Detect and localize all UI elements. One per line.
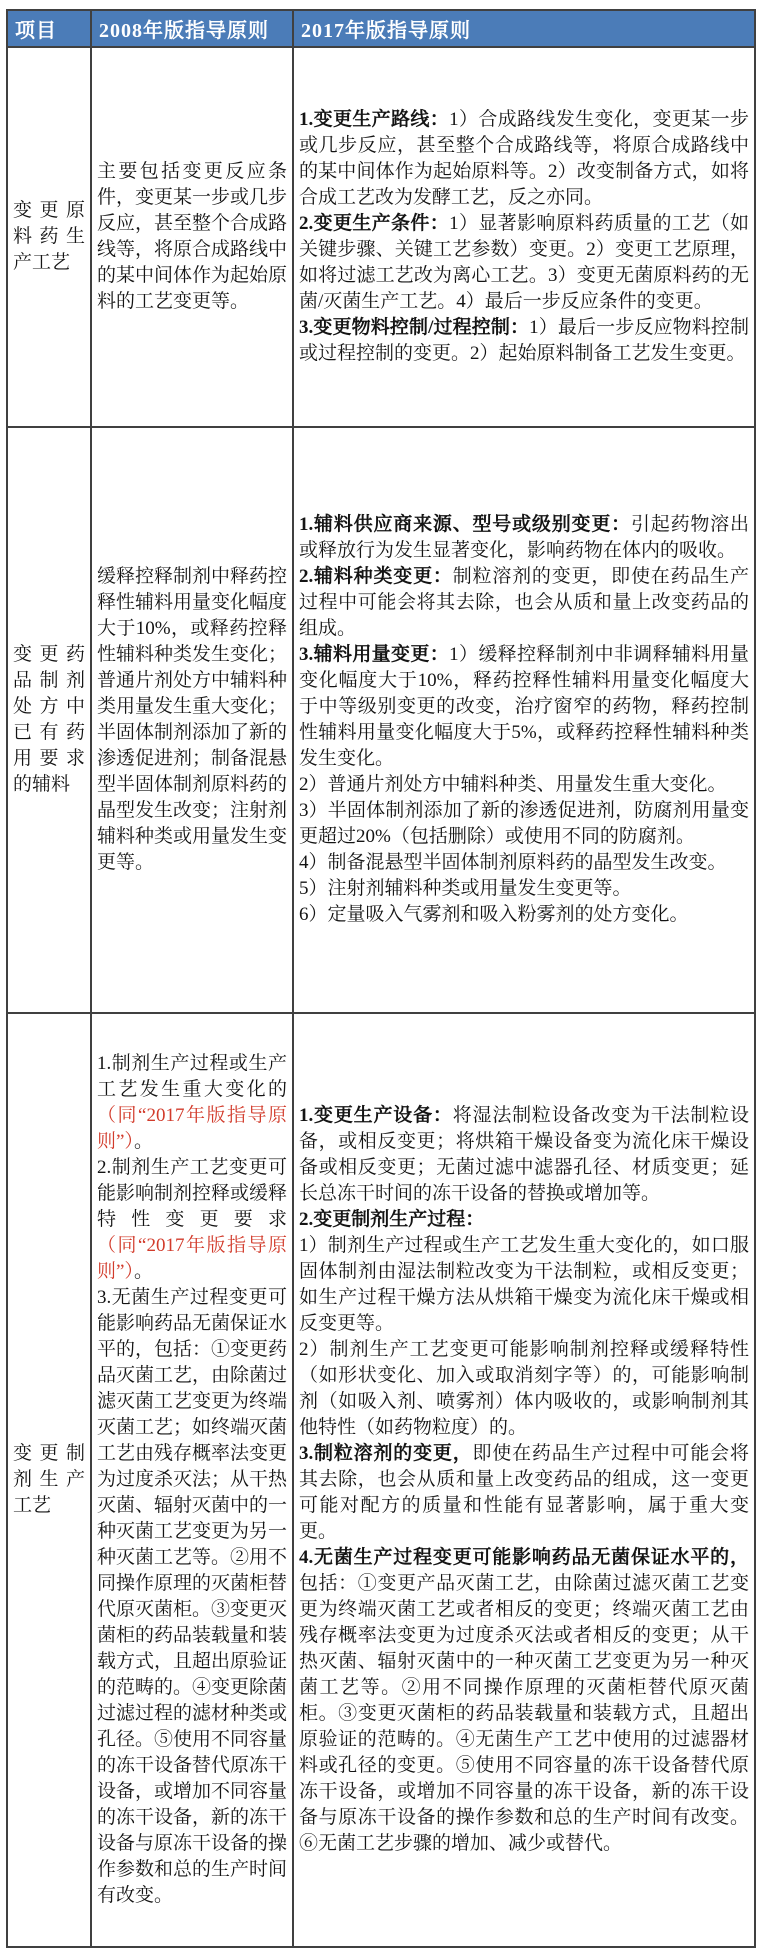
header-item: 项目 <box>7 10 91 47</box>
guideline-2008-cell <box>91 47 293 427</box>
paragraph: 2）制剂生产工艺变更可能影响制剂控释或缓释特性（如形状变化、加入或取消刻字等）的，可能影响制剂（如吸入剂、喷雾剂）体内吸收的，或影响制剂其他特性（如药物粒度）的。 <box>299 1339 749 1438</box>
guideline-2017-cell <box>293 427 755 1013</box>
paragraph: 2.变更制剂生产过程： <box>299 1209 485 1230</box>
paragraph: 3.制粒溶剂的变更，即使在药品生产过程中可能会将其去除，也会从质和量上改变药品的组成，这一变更可能对配方的质量和性能有显著影响，属于重大变更。 <box>299 1443 749 1542</box>
table-row <box>7 1013 755 1947</box>
guideline-2008-cell <box>91 427 293 1013</box>
guideline-2008-cell <box>91 1013 293 1947</box>
comparison-table <box>6 9 756 1948</box>
table-body <box>7 47 755 1947</box>
header-2008: 2008年版指导原则 <box>91 10 293 47</box>
item-label: 变更原料药生产工艺 <box>13 200 85 273</box>
paragraph: 5）注射剂辅料种类或用量发生变更等。 <box>299 878 632 899</box>
paragraph: 1）制剂生产过程或生产工艺发生重大变化的，如口服固体制剂由湿法制粒改变为干法制粒，或相反变更；如生产过程干燥方法从烘箱干燥变为流化床干燥或相反变更等。 <box>299 1235 749 1334</box>
table-row <box>7 47 755 427</box>
paragraph: 6）定量吸入气雾剂和吸入粉雾剂的处方变化。 <box>299 904 689 925</box>
paragraph: 2.辅料种类变更：制粒溶剂的变更，即使在药品生产过程中可能会将其去除，也会从质和量上改变药品的组成。 <box>299 566 749 639</box>
item-cell <box>7 1013 91 1947</box>
paragraph: 3.辅料用量变更：1）缓释控释制剂中非调释辅料用量变化幅度大于10%，释药控释性辅料用量变化幅度大于中等级别变更的改变，治疗窗窄的药物，释药控制性辅料用量变化幅度大于5%，或释药控释性辅料种类发生变化。 <box>299 644 749 769</box>
header-row <box>7 10 755 47</box>
paragraph: 缓释控释制剂中释药控释性辅料用量变化幅度大于10%，或释药控释性辅料种类发生变化；普通片剂处方中辅料种类用量发生重大变化；半固体制剂添加了新的渗透促进剂；制备混悬型半固体制剂原料药的晶型发生改变；注射剂辅料种类或用量发生变更等。 <box>97 566 288 873</box>
item-cell <box>7 47 91 427</box>
guideline-2017-cell <box>293 1013 755 1947</box>
paragraph: 3）半固体制剂添加了新的渗透促进剂，防腐剂用量变更超过20%（包括删除）或使用不同的防腐剂。 <box>299 800 749 847</box>
guideline-2017-cell <box>293 47 755 427</box>
paragraph: 1.辅料供应商来源、型号或级别变更：引起药物溶出或释放行为发生显著变化，影响药物在体内的吸收。 <box>299 514 749 561</box>
header-2017: 2017年版指导原则 <box>293 10 755 47</box>
paragraph: 4.无菌生产过程变更可能影响药品无菌保证水平的，包括：①变更产品灭菌工艺，由除菌过滤灭菌工艺变更为终端灭菌工艺或者相反的变更；终端灭菌工艺由残存概率法变更为过度杀灭法或者相反的变更；从干热灭菌、辐射灭菌中的一种灭菌工艺变更为另一种灭菌工艺等。②用不同操作原理的灭菌柜替代原灭菌柜。③变更灭菌柜的药品装载量和装载方式，且超出原验证的范畴的。④无菌生产工艺中使用的过滤器材料或孔径的变更。⑤使用不同容量的冻干设备替代原冻干设备，或增加不同容量的冻干设备，新的冻干设备与原冻干设备的操作参数和总的生产时间有改变。⑥无菌工艺步骤的增加、减少或替代。 <box>299 1547 749 1854</box>
item-label: 变更药品制剂处方中已有药用要求的辅料 <box>13 644 85 795</box>
paragraph: 1.变更生产设备：将湿法制粒设备改变为干法制粒设备，或相反变更；将烘箱干燥设备变为流化床干燥设备或相反变更；无菌过滤中滤器孔径、材质变更；延长总冻干时间的冻干设备的替换或增加等。 <box>299 1105 749 1204</box>
paragraph: 2.制剂生产工艺变更可能影响制剂控释或缓释特性变更要求（同“2017年版指导原则”）。 <box>97 1157 288 1282</box>
paragraph: 1.制剂生产过程或生产工艺发生重大变化的（同“2017年版指导原则”）。 <box>97 1053 287 1152</box>
item-cell <box>7 427 91 1013</box>
paragraph: 3.无菌生产过程变更可能影响药品无菌保证水平的，包括：①变更药品灭菌工艺，由除菌过滤灭菌工艺变更为终端灭菌工艺；如终端灭菌工艺由残存概率法变更为过度杀灭法；从干热灭菌、辐射灭菌中的一种灭菌工艺变更为另一种灭菌工艺等。②用不同操作原理的灭菌柜替代原灭菌柜。③变更灭菌柜的药品装载量和装载方式，且超出原验证的范畴的。④变更除菌过滤过程的滤材种类或孔径。⑤使用不同容量的冻干设备替代原冻干设备，或增加不同容量的冻干设备，新的冻干设备与原冻干设备的操作参数和总的生产时间有改变。 <box>97 1287 288 1906</box>
paragraph: 4）制备混悬型半固体制剂原料药的晶型发生改变。 <box>299 852 727 873</box>
table-row <box>7 427 755 1013</box>
item-label: 变更制剂生产工艺 <box>13 1443 85 1516</box>
paragraph: 主要包括变更反应条件，变更某一步或几步反应，甚至整个合成路线等，将原合成路线中的某中间体作为起始原料的工艺变更等。 <box>97 161 288 312</box>
paragraph: 1.变更生产路线：1）合成路线发生变化，变更某一步或几步反应，甚至整个合成路线等，将原合成路线中的某中间体作为起始原料等。2）改变制备方式，如将合成工艺改为发酵工艺，反之亦同。 <box>299 109 749 208</box>
paragraph: 3.变更物料控制/过程控制：1）最后一步反应物料控制或过程控制的变更。2）起始原料制备工艺发生变更。 <box>299 317 749 364</box>
table-header <box>7 10 755 47</box>
paragraph: 2）普通片剂处方中辅料种类、用量发生重大变化。 <box>299 774 727 795</box>
paragraph: 2.变更生产条件：1）显著影响原料药质量的工艺（如关键步骤、关键工艺参数）变更。2）变更工艺原理，如将过滤工艺改为离心工艺。3）变更无菌原料药的无菌/灭菌生产工艺。4）最后一步反应条件的变更。 <box>299 213 749 312</box>
